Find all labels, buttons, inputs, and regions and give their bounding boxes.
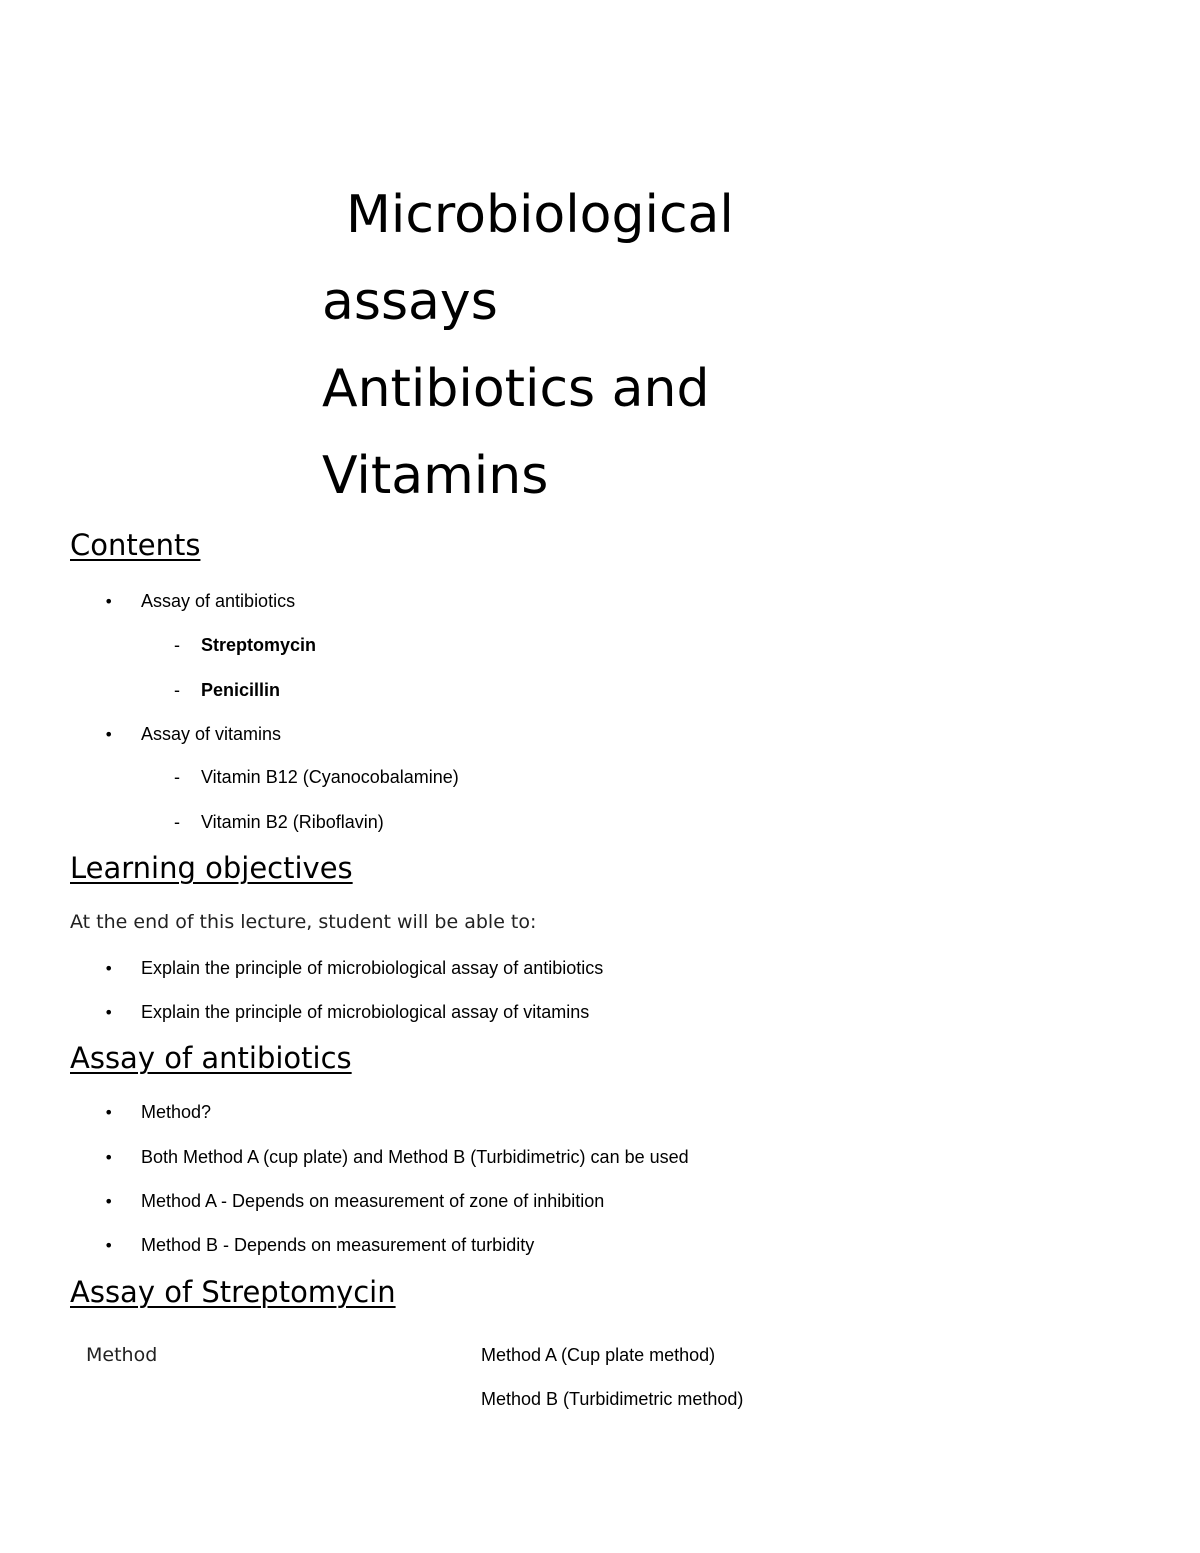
bullet-icon: • (104, 1003, 114, 1022)
antibiotics-item: Method? (141, 1102, 212, 1122)
contents-item-penicillin: Penicillin (201, 680, 281, 700)
method-a: Method A (Cup plate method) (481, 1345, 716, 1365)
objective-item: Explain the principle of microbiological assay of antibiotics (141, 958, 604, 978)
contents-item-vitamins: Assay of vitamins (141, 724, 282, 744)
antibiotics-item: Method A - Depends on measurement of zone of inhibition (141, 1191, 605, 1211)
objective-item: Explain the principle of microbiological assay of vitamins (141, 1002, 590, 1022)
bullet-icon: • (104, 592, 114, 611)
antibiotics-item: Both Method A (cup plate) and Method B (Turbidimetric) can be used (141, 1147, 689, 1167)
contents-heading: Contents (70, 528, 201, 562)
dash-icon: - (174, 767, 180, 787)
title-line-4: Vitamins (322, 446, 549, 506)
method-label: Method (86, 1344, 158, 1366)
objectives-heading: Learning objectives (70, 851, 353, 885)
title-line-3: Antibiotics and (322, 359, 710, 419)
bullet-icon: • (104, 1236, 114, 1255)
title-line-2: assays (322, 272, 498, 332)
contents-item-streptomycin: Streptomycin (201, 635, 317, 655)
antibiotics-heading: Assay of antibiotics (70, 1041, 352, 1075)
bullet-icon: • (104, 1192, 114, 1211)
method-b: Method B (Turbidimetric method) (481, 1389, 744, 1409)
dash-icon: - (174, 680, 180, 700)
bullet-icon: • (104, 725, 114, 744)
streptomycin-heading: Assay of Streptomycin (70, 1275, 396, 1309)
title-line-1: Microbiological (346, 185, 734, 245)
dash-icon: - (174, 812, 180, 832)
bullet-icon: • (104, 1148, 114, 1167)
dash-icon: - (174, 635, 180, 655)
bullet-icon: • (104, 959, 114, 978)
document-title (322, 172, 882, 520)
contents-item-vitamin-b2: Vitamin B2 (Riboflavin) (201, 812, 384, 832)
antibiotics-item: Method B - Depends on measurement of turbidity (141, 1235, 535, 1255)
objectives-intro: At the end of this lecture, student will be able to: (70, 911, 537, 933)
contents-item-vitamin-b12: Vitamin B12 (Cyanocobalamine) (201, 767, 459, 787)
bullet-icon: • (104, 1103, 114, 1122)
contents-item-antibiotics: Assay of antibiotics (141, 591, 296, 611)
